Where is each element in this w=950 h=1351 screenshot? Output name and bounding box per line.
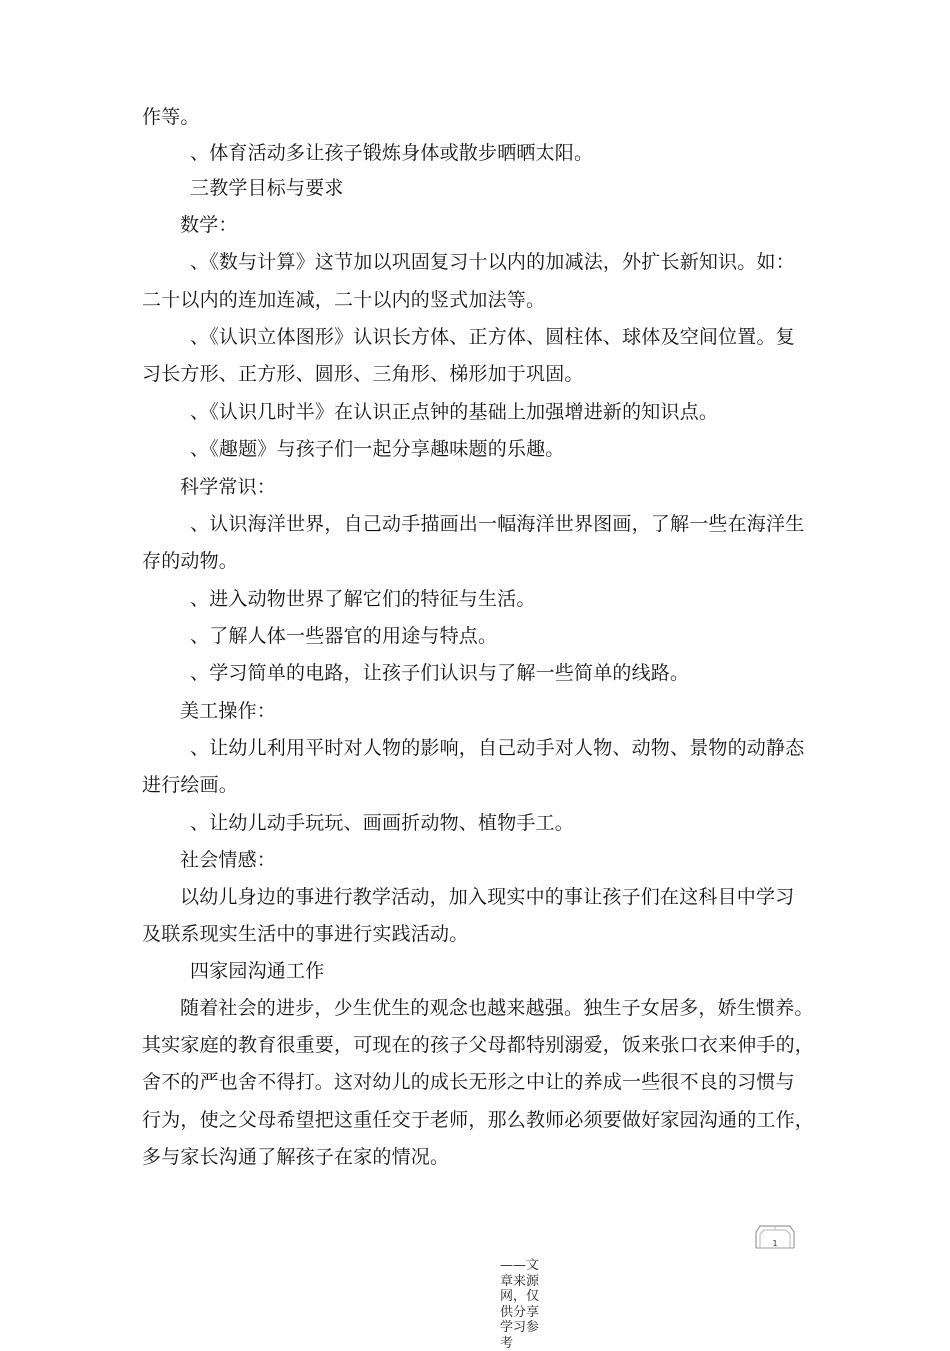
subject-heading: 社会情感： [180, 849, 277, 871]
text-line: 、《认识几时半》在认识正点钟的基础上加强增进新的知识点。 [190, 401, 719, 423]
text-line: 多与家长沟通了解孩子在家的情况。 [142, 1146, 450, 1168]
text-line: 舍不的严也舍不得打。这对幼儿的成长无形之中让的养成一些很不良的习惯与 [142, 1071, 795, 1093]
text-line: 及联系现实生活中的事进行实践活动。 [142, 923, 469, 945]
text-line: 、学习简单的电路，让孩子们认识与了解一些简单的线路。 [190, 662, 690, 684]
text-line: 以幼儿身边的事进行教学活动，加入现实中的事让孩子们在这科目中学习 [180, 886, 795, 908]
text-line: 、《认识立体图形》认识长方体、正方体、圆柱体、球体及空间位置。复 [190, 326, 795, 348]
text-line: 其实家庭的教育很重要，可现在的孩子父母都特别溺爱，饭来张口衣来伸手的， [142, 1034, 815, 1056]
text-line: 二十以内的连加连减，二十以内的竖式加法等。 [142, 289, 546, 311]
page-number: 1 [772, 1239, 778, 1248]
footer-note: ——文章来源网，仅供分享学习参考 [500, 1258, 540, 1351]
text-line: 进行绘画。 [142, 774, 239, 796]
text-line: 、体育活动多让孩子锻炼身体或散步晒晒太阳。 [190, 142, 594, 164]
text-line: 随着社会的进步，少生优生的观念也越来越强。独生子女居多，娇生惯养。 [180, 997, 814, 1019]
text-line: 习长方形、正方形、圆形、三角形、梯形加于巩固。 [142, 363, 584, 385]
text-line: 、认识海洋世界，自己动手描画出一幅海洋世界图画，了解一些在海洋生 [190, 513, 805, 535]
text-line: 、进入动物世界了解它们的特征与生活。 [190, 588, 536, 610]
subject-heading: 数学： [180, 214, 238, 236]
subject-heading: 美工操作： [180, 700, 277, 722]
text-line: 、了解人体一些器官的用途与特点。 [190, 625, 498, 647]
text-line: 、《趣题》与孩子们一起分享趣味题的乐趣。 [190, 438, 565, 460]
section-heading: 三教学目标与要求 [190, 177, 344, 199]
page-number-badge [754, 1222, 796, 1250]
text-line: 存的动物。 [142, 550, 239, 572]
subject-heading: 科学常识： [180, 476, 277, 498]
text-line: 、让幼儿动手玩玩、画画折动物、植物手工。 [190, 812, 575, 834]
text-line: 行为，使之父母希望把这重任交于老师，那么教师必须要做好家园沟通的工作， [142, 1109, 815, 1131]
text-line: 、《数与计算》这节加以巩固复习十以内的加减法，外扩长新知识。如： [190, 251, 795, 273]
text-line: 、让幼儿利用平时对人物的影响，自己动手对人物、动物、景物的动静态 [190, 737, 805, 759]
section-heading: 四家园沟通工作 [190, 960, 325, 982]
text-line: 作等。 [142, 106, 200, 128]
